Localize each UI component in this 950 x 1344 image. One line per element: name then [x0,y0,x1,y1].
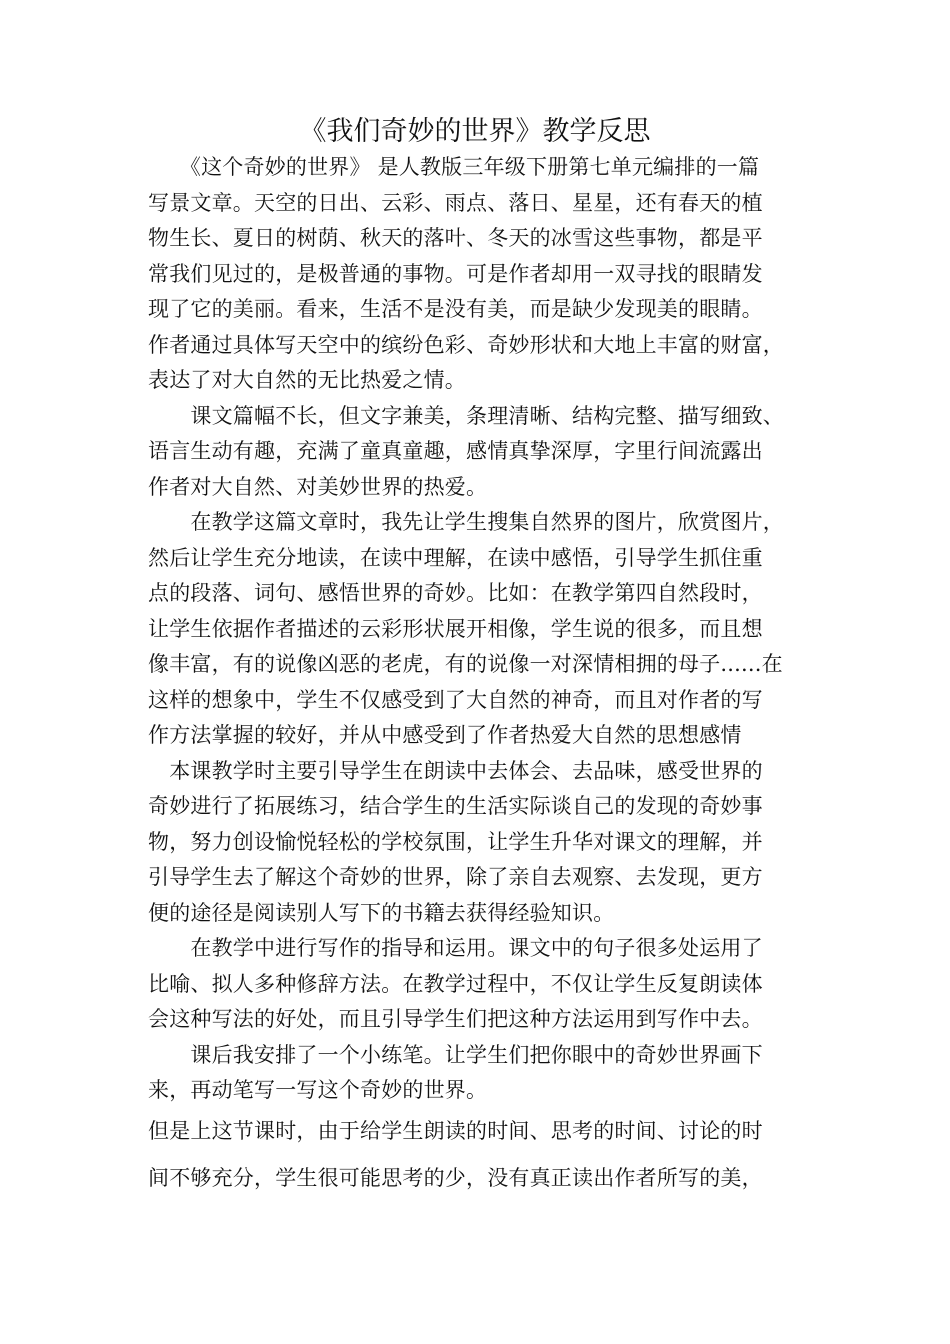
text-line: 表达了对大自然的无比热爱之情。 [148,368,466,392]
text-line: 物生长、夏日的树荫、秋天的落叶、冬天的冰雪这些事物，都是平 [148,226,763,250]
text-line: 这样的想象中，学生不仅感受到了大自然的神奇，而且对作者的写 [148,688,763,712]
text-line: 现了它的美丽。看来，生活不是没有美，而是缺少发现美的眼睛。 [148,297,763,321]
text-line: 间不够充分，学生很可能思考的少，没有真正读出作者所写的美， [148,1166,763,1190]
text-line: 点的段落、词句、感悟世界的奇妙。比如：在教学第四自然段时， [148,581,763,605]
text-line: 便的途径是阅读别人写下的书籍去获得经验知识。 [148,901,615,925]
text-line: 物，努力创设愉悦轻松的学校氛围，让学生升华对课文的理解，并 [148,830,763,854]
text-line: 课文篇幅不长，但文字兼美，条理清晰、结构完整、描写细致、 [148,404,784,428]
text-line: 常我们见过的，是极普通的事物。可是作者却用一双寻找的眼睛发 [148,262,763,286]
text-line: 写景文章。天空的日出、云彩、雨点、落日、星星，还有春天的植 [148,191,763,215]
text-line: 引导学生去了解这个奇妙的世界，除了亲自去观察、去发现，更方 [148,865,763,889]
text-line: 在教学中进行写作的指导和运用。课文中的句子很多处运用了 [148,936,763,960]
text-line: 然后让学生充分地读，在读中理解，在读中感悟，引导学生抓住重 [148,546,763,570]
text-line: 本课教学时主要引导学生在朗读中去体会、去品味，感受世界的 [148,759,763,783]
text-line: 作方法掌握的较好，并从中感受到了作者热爱大自然的思想感情 [148,723,742,747]
page-title: 《我们奇妙的世界》教学反思 [299,116,651,147]
text-line: 作者对大自然、对美妙世界的热爱。 [148,475,488,499]
text-line: 《这个奇妙的世界》 是人教版三年级下册第七单元编排的一篇 [148,155,760,179]
text-line: 作者通过具体写天空中的缤纷色彩、奇妙形状和大地上丰富的财富， [148,333,784,357]
text-line: 比喻、拟人多种修辞方法。在教学过程中，不仅让学生反复朗读体 [148,972,763,996]
text-line: 在教学这篇文章时，我先让学生搜集自然界的图片，欣赏图片， [148,510,784,534]
text-line: 让学生依据作者描述的云彩形状展开相像，学生说的很多，而且想 [148,617,763,641]
text-line: 语言生动有趣，充满了童真童趣，感情真挚深厚，字里行间流露出 [148,439,763,463]
text-line: 课后我安排了一个小练笔。让学生们把你眼中的奇妙世界画下 [148,1043,763,1067]
text-line: 来，再动笔写一写这个奇妙的世界。 [148,1078,488,1102]
text-line: 但是上这节课时，由于给学生朗读的时间、思考的时间、讨论的时 [148,1119,763,1143]
text-line: 奇妙进行了拓展练习，结合学生的生活实际谈自己的发现的奇妙事 [148,794,763,818]
text-line: 会这种写法的好处，而且引导学生们把这种方法运用到写作中去。 [148,1007,763,1031]
text-line: 像丰富，有的说像凶恶的老虎，有的说像一对深情相拥的母子......在 [148,652,783,676]
